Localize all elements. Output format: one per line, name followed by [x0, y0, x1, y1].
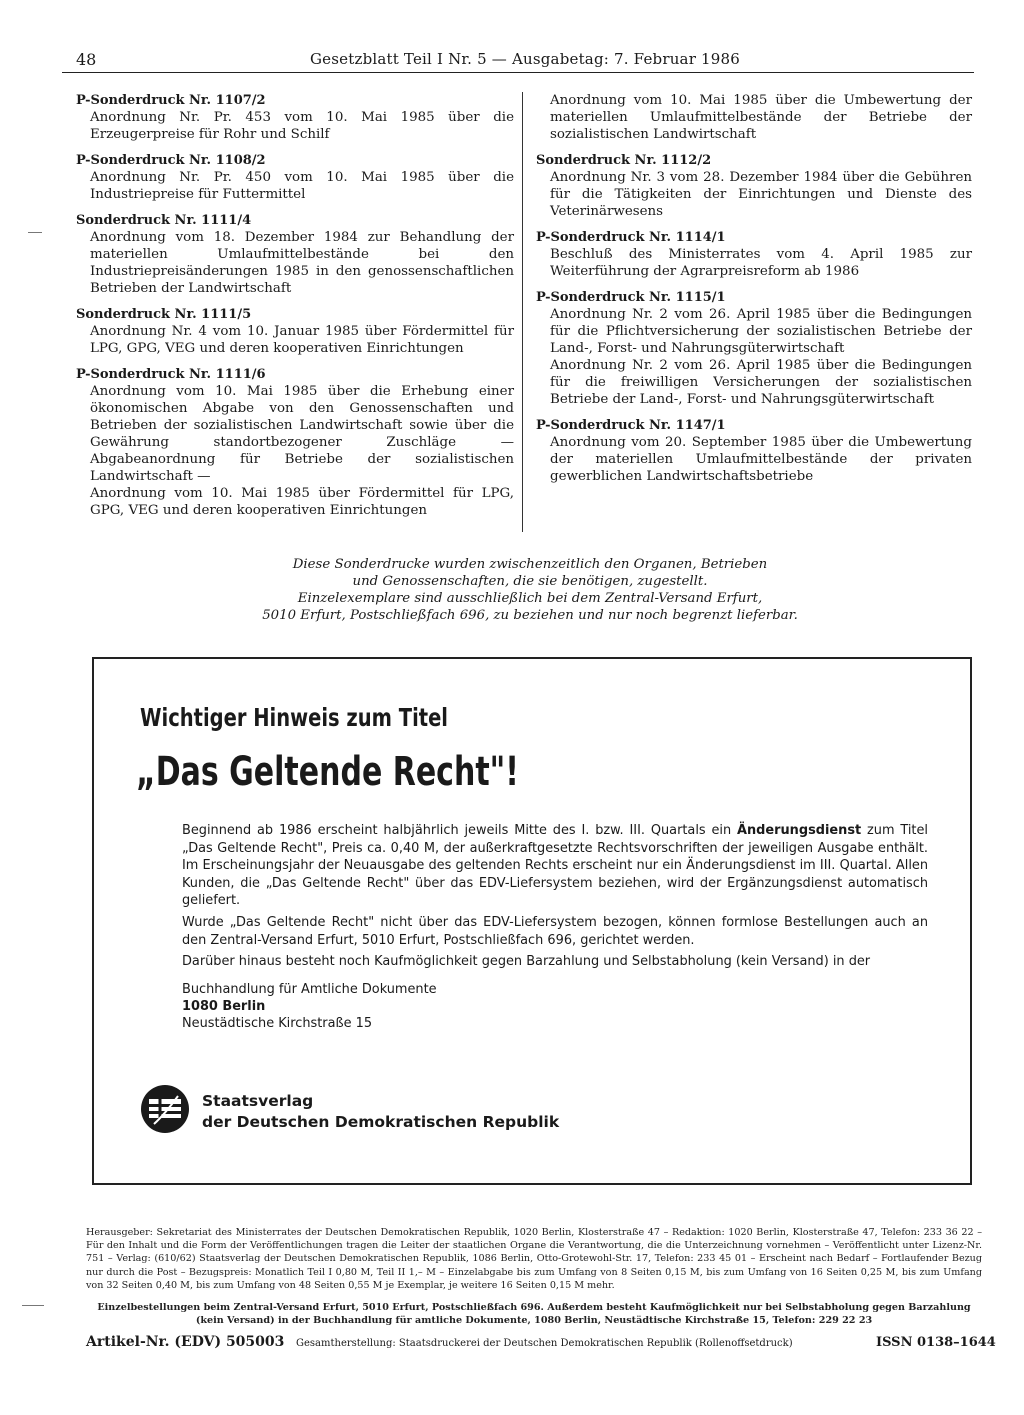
entry-body: Anordnung vom 20. September 1985 über die Umbewertung der materiellen Umlaufmittelbestände der privaten gewerblichen Landwirtschaftsbetriebe [550, 435, 972, 484]
notice-line: 5010 Erfurt, Postschließfach 696, zu beziehen und nur noch begrenzt lieferbar. [262, 608, 798, 623]
entry-title: Sonderdruck Nr. 1111/5 [76, 307, 252, 322]
header-title: Gesetzblatt Teil I Nr. 5 — Ausgabetag: 7. Februar 1986 [310, 50, 741, 68]
entry-title: Sonderdruck Nr. 1112/2 [536, 153, 712, 168]
availability-notice [210, 556, 850, 624]
entry-body: Anordnung Nr. 2 vom 26. April 1985 über die Bedingungen für die Pflichtversicherung der sozialistischen Betriebe der Land-, Forst- und Nahrungsgüterwirtschaft [550, 307, 972, 356]
publisher-line: der Deutschen Demokratischen Republik [202, 1113, 560, 1131]
announcement-paragraph: Darüber hinaus besteht noch Kaufmöglichkeit gegen Barzahlung und Selbstabholung (kein Versand) in der [182, 954, 871, 970]
entry-body-second: Anordnung Nr. 2 vom 26. April 1985 über die Bedingungen für die freiwilligen Versicherungen der sozialistischen Betriebe der Land-, Forst- und Nahrungsgüterwirtschaft [550, 358, 972, 407]
left-column [76, 92, 514, 528]
publisher-line: Staatsverlag [202, 1092, 314, 1110]
column-divider [522, 92, 523, 532]
list-item [76, 306, 514, 357]
entry-title: P-Sonderdruck Nr. 1107/2 [76, 93, 266, 108]
page-number: 48 [76, 50, 97, 69]
notice-line: Diese Sonderdrucke wurden zwischenzeitlich den Organen, Betrieben [292, 557, 768, 572]
address-line: 1080 Berlin [182, 998, 266, 1014]
announcement-text [182, 822, 928, 1032]
margin-mark [22, 1305, 44, 1306]
entry-title: P-Sonderdruck Nr. 1115/1 [536, 290, 726, 305]
entry-body: Anordnung Nr. Pr. 453 vom 10. Mai 1985 über die Erzeugerpreise für Rohr und Schilf [90, 110, 514, 142]
publisher-logo-icon [140, 1084, 190, 1134]
issn: ISSN 0138–1644 [876, 1335, 996, 1350]
bookshop-address [182, 981, 928, 1032]
entry-body: Anordnung Nr. Pr. 450 vom 10. Mai 1985 über die Industriepreise für Futtermittel [90, 170, 514, 202]
list-item [76, 366, 514, 519]
list-item [76, 152, 514, 203]
printer-credit: Gesamtherstellung: Staatsdruckerei der Deutschen Demokratischen Republik (Rollenoffsetdruck) [296, 1338, 793, 1349]
announcement-heading: Wichtiger Hinweis zum Titel [140, 703, 449, 732]
list-item [76, 92, 514, 143]
entry-title: P-Sonderdruck Nr. 1108/2 [76, 153, 266, 168]
text-run: zum Titel „Das Geltende Recht", Preis ca. 0,40 M, der außerkraftgesetzte Rechtsvorschriften der jeweiligen Ausgabe enthält. Im Erscheinungsjahr der Neuausgabe des geltenden Rechts erscheint nur ein Änderungsdienst im III. Quartal. Allen Kunden, die „Das Geltende Recht" über das EDV-Liefersystem beziehen, wird der Ergänzungsdienst automatisch geliefert. [182, 823, 928, 909]
list-item [536, 229, 972, 280]
text-run-bold: Änderungsdienst [737, 823, 862, 838]
notice-line: Einzelexemplare sind ausschließlich bei dem Zentral-Versand Erfurt, [297, 591, 763, 606]
entry-body: Anordnung vom 18. Dezember 1984 zur Behandlung der materiellen Umlaufmittelbestände bei den Industriepreisänderungen 1985 in den genossenschaftlichen Betrieben der Landwirtschaft [90, 230, 514, 296]
notice-line: und Genossenschaften, die sie benötigen, zugestellt. [352, 574, 708, 589]
text-run: Beginnend ab 1986 erscheint halbjährlich jeweils Mitte des I. bzw. III. Quartals ein [182, 823, 738, 838]
article-number: Artikel-Nr. (EDV) 505003 [86, 1334, 285, 1350]
announcement-box [92, 657, 972, 1185]
list-item [76, 212, 514, 297]
entry-body: Beschluß des Ministerrates vom 4. April 1985 zur Weiterführung der Agrarpreisreform ab 1986 [550, 247, 972, 279]
continued-entry: Anordnung vom 10. Mai 1985 über die Umbewertung der materiellen Umlaufmittelbestände der Betriebe der sozialistischen Landwirtschaft [550, 93, 972, 142]
entry-body: Anordnung Nr. 3 vom 28. Dezember 1984 über die Gebühren für die Tätigkeiten der Einrichtungen und Dienste des Veterinärwesens [550, 170, 972, 219]
entry-title: P-Sonderdruck Nr. 1114/1 [536, 230, 726, 245]
entry-body: Anordnung vom 10. Mai 1985 über die Erhebung einer ökonomischen Abgabe von den Genossenschaften und Betrieben der sozialistischen Landwirtschaft sowie über die Gewährung standortbezogener Zuschläge — Abgabeanordnung für Betriebe der sozialistischen Landwirtschaft — [90, 384, 514, 484]
entry-body-second: Anordnung vom 10. Mai 1985 über Fördermittel für LPG, GPG, VEG und deren kooperativen Einrichtungen [90, 486, 514, 518]
address-line: Neustädtische Kirchstraße 15 [182, 1015, 373, 1031]
publisher-name [202, 1091, 559, 1133]
right-column [536, 92, 972, 494]
announcement-paragraph [182, 822, 928, 910]
imprint: Herausgeber: Sekretariat des Ministerrates der Deutschen Demokratischen Republik, 1020 Berlin, Klosterstraße 47 – Redaktion: 1020 Berlin, Klosterstraße 47, Telefon: 233 36 22 – Für den Inhalt und die Form der Veröffentlichungen tragen die Leiter der staatlichen Organe die Verantwortung, die die Unterzeichnung vornehmen – Veröffentlicht unter Lizenz-Nr. 751 – Verlag: (610/62) Staatsverlag der Deutschen Demokratischen Republik, 1086 Berlin, Otto-Grotewohl-Str. 17, Telefon: 233 45 01 – Erscheint nach Bedarf – Fortlaufender Bezug nur durch die Post – Bezugspreis: Monatlich Teil I 0,80 M, Teil II 1,– M – Einzelabgabe bis zum Umfang von 8 Seiten 0,15 M, bis zum Umfang von 16 Seiten 0,25 M, bis zum Umfang von 32 Seiten 0,40 M, bis zum Umfang von 48 Seiten 0,55 M je Exemplar, je weitere 16 Seiten 0,15 M mehr. [86, 1227, 982, 1291]
entry-title: P-Sonderdruck Nr. 1111/6 [76, 367, 266, 382]
address-line: Buchhandlung für Amtliche Dokumente [182, 981, 437, 997]
announcement-paragraph: Wurde „Das Geltende Recht" nicht über das EDV-Liefersystem bezogen, können formlose Bestellungen auch an den Zentral-Versand Erfurt, 5010 Erfurt, Postschließfach 696, gerichtet werden. [182, 914, 928, 948]
page-header [62, 48, 974, 73]
entry-title: Sonderdruck Nr. 1111/4 [76, 213, 252, 228]
list-item [536, 417, 972, 485]
order-information: Einzelbestellungen beim Zentral-Versand Erfurt, 5010 Erfurt, Postschließfach 696. Außerdem besteht Kaufmöglichkeit nur bei Selbstabholung gegen Barzahlung (kein Versand) in der Buchhandlung für amtliche Dokumente, 1080 Berlin, Neustädtische Kirchstraße 15, Telefon: 229 22 23 [97, 1302, 971, 1327]
margin-mark [28, 232, 42, 233]
entry-title: P-Sonderdruck Nr. 1147/1 [536, 418, 726, 433]
list-item [536, 152, 972, 220]
entry-body: Anordnung Nr. 4 vom 10. Januar 1985 über Fördermittel für LPG, GPG, VEG und deren kooperativen Einrichtungen [90, 324, 514, 356]
list-item [536, 289, 972, 408]
announcement-title: „Das Geltende Recht"! [136, 749, 519, 795]
